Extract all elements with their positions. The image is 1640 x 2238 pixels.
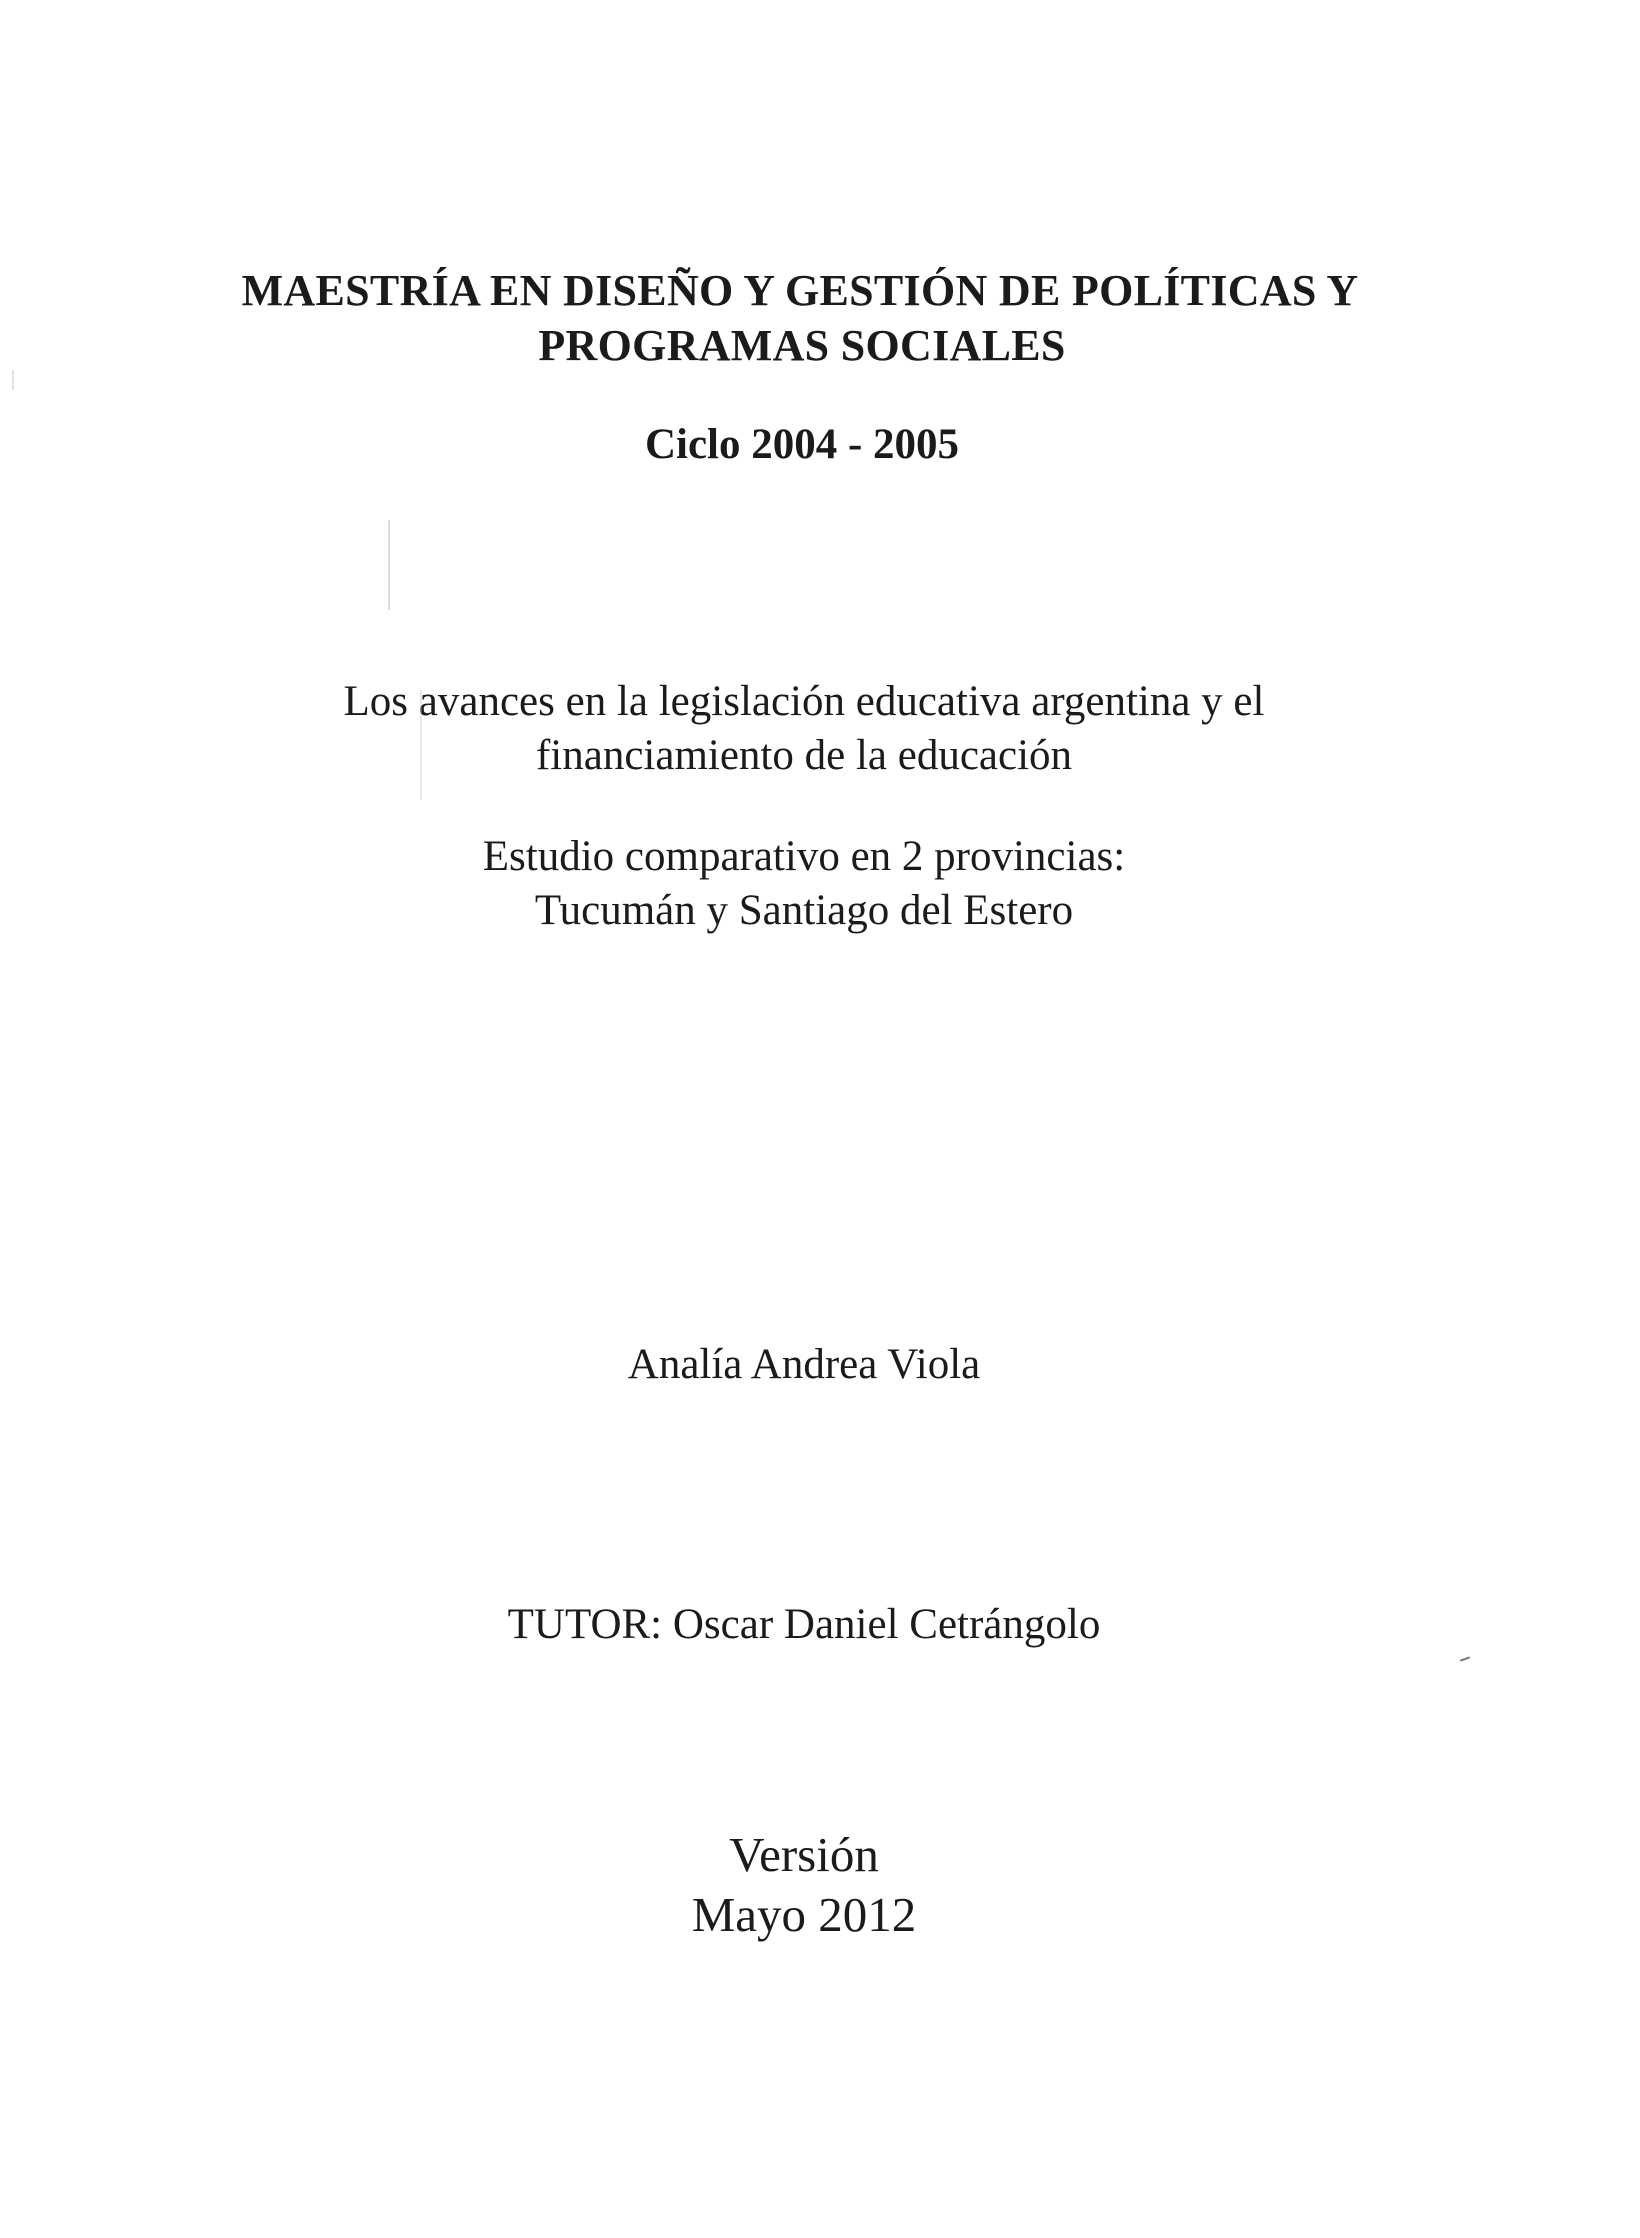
program-title-line-2: PROGRAMAS SOCIALES xyxy=(538,321,1066,370)
tutor-name: TUTOR: Oscar Daniel Cetrángolo xyxy=(507,1601,1101,1648)
version-label: Versión xyxy=(729,1827,879,1882)
scan-mark xyxy=(388,520,390,610)
scan-mark xyxy=(12,370,14,390)
scan-mark xyxy=(1460,1656,1470,1661)
author-name: Analía Andrea Viola xyxy=(627,1341,981,1388)
subtitle-line-1: Estudio comparativo en 2 provincias: xyxy=(482,833,1126,880)
program-title-line-1: MAESTRÍA EN DISEÑO Y GESTIÓN DE POLÍTICAS Y xyxy=(241,266,1359,315)
scan-mark xyxy=(420,690,422,800)
thesis-title-line-2: financiamiento de la educación xyxy=(535,732,1073,779)
version-date: Mayo 2012 xyxy=(691,1887,917,1942)
cycle-years: Ciclo 2004 - 2005 xyxy=(644,421,960,468)
subtitle-line-2: Tucumán y Santiago del Estero xyxy=(534,887,1074,934)
thesis-title-line-1: Los avances en la legislación educativa argentina y el xyxy=(343,678,1265,725)
